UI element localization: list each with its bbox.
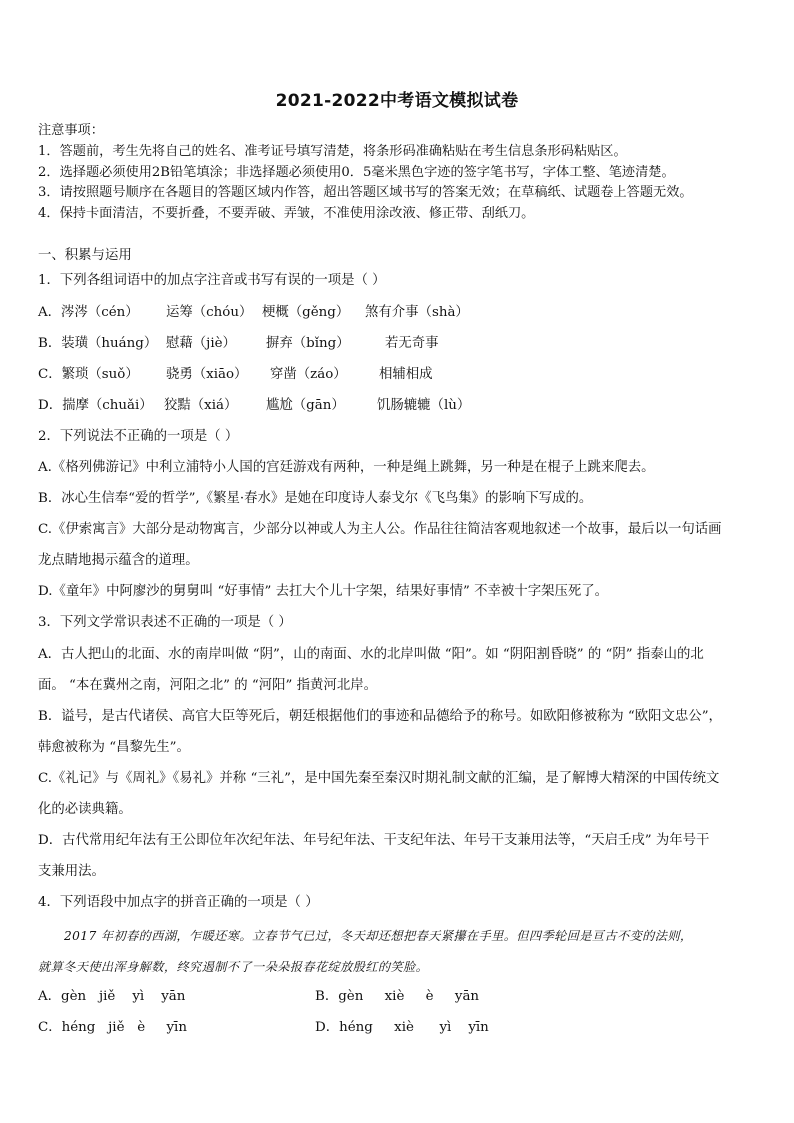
question-1-stem: 1．下列各组词语中的加点字注音或书写有误的一项是（ ）	[38, 273, 386, 288]
question-2-stem: 2．下列说法不正确的一项是（ ）	[38, 429, 239, 444]
option-cell: 狡黠（xiá）	[164, 398, 238, 413]
question-3-line: C.《礼记》与《周礼》《易礼》并称 “三礼”，是中国先秦至秦汉时期礼制文献的汇编，是了解博大精深的中国传统文	[38, 771, 720, 786]
notice-item: 3．请按照题号顺序在各题目的答题区域内作答，超出答题区域书写的答案无效；在草稿纸、试题卷上答题无效。	[38, 185, 693, 200]
option-cell: 穿凿（záo）	[270, 367, 347, 382]
option-cell: 梗概（gěng）	[262, 305, 350, 320]
question-3-line: 面。 “本在冀州之南，河阳之北” 的 “河阳” 指黄河北岸。	[38, 678, 378, 693]
question-4-passage-line: 就算冬天使出浑身解数，终究遏制不了一朵朵报春花绽放殷红的笑脸。	[38, 960, 429, 974]
question-3-line: 化的必读典籍。	[38, 802, 132, 817]
question-1-option-row	[38, 335, 439, 353]
option-cell: 摒弃（bǐng）	[266, 336, 350, 351]
question-3-line: B．谥号，是古代诸侯、高官大臣等死后，朝廷根据他们的事迹和品德给予的称号。如欧阳修被称为 “欧阳文忠公”，	[38, 709, 722, 724]
question-3-stem: 3．下列文学常识表述不正确的一项是（ ）	[38, 615, 292, 630]
option-cell: 骁勇（xiāo）	[166, 367, 248, 382]
exam-title: 2021-2022中考语文模拟试卷	[275, 91, 519, 111]
question-4-option-b: B．gèn xiè è yān	[315, 989, 480, 1004]
option-cell: 煞有介事（shà）	[365, 305, 469, 320]
notice-item: 1．答题前，考生先将自己的姓名、准考证号填写清楚，将条形码准确粘贴在考生信息条形码粘贴区。	[38, 144, 627, 159]
question-3-line: D．古代常用纪年法有王公即位年次纪年法、年号纪年法、干支纪年法、年号干支兼用法等，“天启壬戌” 为年号干	[38, 833, 710, 848]
question-3-line: A．古人把山的北面、水的南岸叫做 “阴”，山的南面、水的北岸叫做 “阳”。如 “阴阳割昏晓” 的 “阴” 指泰山的北	[38, 647, 704, 662]
question-2-option: D.《童年》中阿廖沙的舅舅叫 “好事情” 去扛大个儿十字架，结果好事情” 不幸被十字架压死了。	[38, 584, 609, 599]
question-2-option: A.《格列佛游记》中利立浦特小人国的宫廷游戏有两种，一种是绳上跳舞，另一种是在棍子上跳来爬去。	[38, 460, 655, 475]
question-3-line: 韩愈被称为 “昌黎先生”。	[38, 740, 190, 755]
option-cell: 运筹（chóu）	[166, 305, 253, 320]
question-2-option: C.《伊索寓言》大部分是动物寓言，少部分以神或人为主人公。作品往往简洁客观地叙述一个故事，最后以一句话画	[38, 522, 722, 537]
question-1-option-row	[38, 397, 470, 415]
question-4-option-c: C．héng jiě è yīn	[38, 1020, 187, 1035]
notice-item: 2．选择题必须使用2B铅笔填涂；非选择题必须使用0．5毫米黑色字迹的签字笔书写，字体工整、笔迹清楚。	[38, 165, 675, 180]
question-4-option-d: D．héng xiè yì yīn	[315, 1020, 489, 1035]
question-3-line: 支兼用法。	[38, 864, 105, 879]
option-cell: 尴尬（gān）	[266, 398, 345, 413]
section-heading: 一、积累与运用	[38, 248, 132, 263]
option-cell: C．繁琐（suǒ）	[38, 367, 139, 382]
question-4-passage-line: 2017 年初春的西湖，乍暖还寒。立春节气已过，冬天却还想把春天紧攥在手里。但四季轮回是亘古不变的法则，	[64, 929, 693, 943]
question-2-option: 龙点睛地揭示蕴含的道理。	[38, 553, 199, 568]
question-4-stem: 4．下列语段中加点字的拼音正确的一项是（ ）	[38, 895, 319, 910]
option-cell: 相辅相成	[379, 367, 433, 382]
question-1-option-row	[38, 366, 433, 384]
notice-heading: 注意事项：	[38, 123, 104, 138]
option-cell: 饥肠辘辘（lù）	[377, 398, 471, 413]
option-cell: 慰藉（jiè）	[166, 336, 236, 351]
question-1-option-row	[38, 304, 469, 322]
notice-item: 4．保持卡面清洁，不要折叠，不要弄破、弄皱，不准使用涂改液、修正带、刮纸刀。	[38, 206, 535, 221]
option-cell: B．装璜（huáng）	[38, 336, 158, 351]
question-4-option-a: A．gèn jiě yì yān	[38, 989, 186, 1004]
question-2-option: B．冰心生信奉“爱的哲学”,《繁星·春水》是她在印度诗人泰戈尔《飞鸟集》的影响下写成的。	[38, 491, 593, 506]
option-cell: A．涔涔（cén）	[38, 305, 139, 320]
option-cell: D．揣摩（chuǎi）	[38, 398, 153, 413]
option-cell: 若无奇事	[385, 336, 439, 351]
